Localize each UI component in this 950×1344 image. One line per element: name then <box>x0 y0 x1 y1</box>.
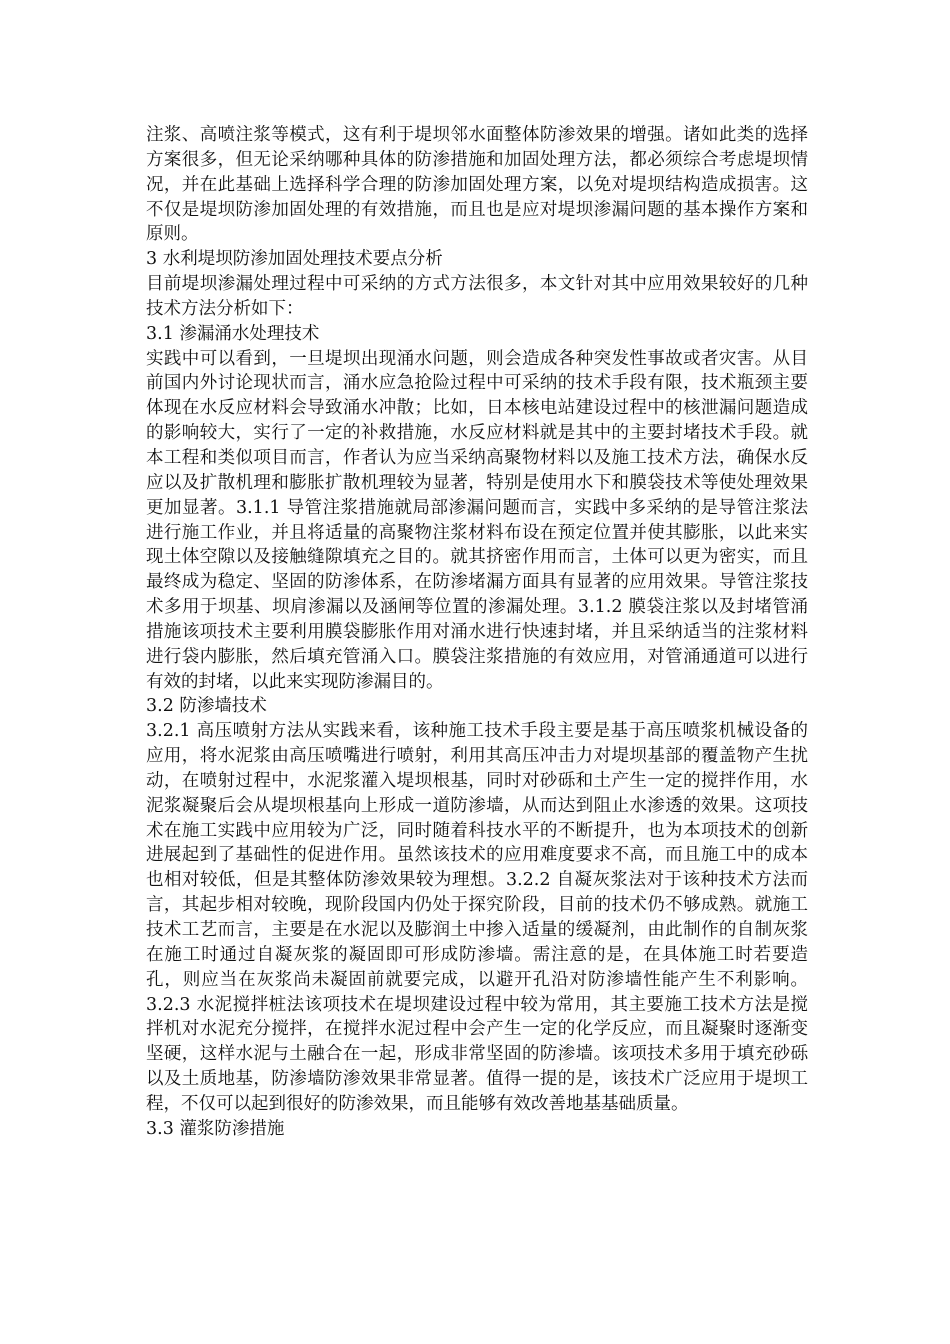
paragraph-section-3-2: 3.2.1 高压喷射方法从实践来看，该种施工技术手段主要是基于高压喷浆机械设备的应用，将水泥浆由高压喷嘴进行喷射，利用其高压冲击力对堤坝基部的覆盖物产生扰动，在喷射过程中，水泥浆灌入堤坝根基，同时对砂砾和土产生一定的搅拌作用，水泥浆凝聚后会从堤坝根基向上形成一道防渗墙，从而达到阻止水渗透的效果。这项技术在施工实践中应用较为广泛，同时随着科技水平的不断提升，也为本项技术的创新进展起到了基础性的促进作用。虽然该技术的应用难度要求不高，而且施工中的成本也相对较低，但是其整体防渗效果较为理想。3.2.2 自凝灰浆法对于该种技术方法而言，其起步相对较晚，现阶段国内仍处于探究阶段，目前的技术仍不够成熟。就施工技术工艺而言，主要是在水泥以及膨润土中掺入适量的缓凝剂，由此制作的自制灰浆在施工时通过自凝灰浆的凝固即可形成防渗墙。需注意的是，在具体施工时若要造孔，则应当在灰浆尚未凝固前就要完成，以避开孔沿对防渗墙性能产生不利影响。3.2.3 水泥搅拌桩法该项技术在堤坝建设过程中较为常用，其主要施工技术方法是搅拌机对水泥充分搅拌，在搅拌水泥过程中会产生一定的化学反应，而且凝聚时逐渐变坚硬，这样水泥与土融合在一起，形成非常坚固的防渗墙。该项技术多用于填充砂砾以及土质地基，防渗墙防渗效果非常显著。值得一提的是，该技术广泛应用于堤坝工程，不仅可以起到很好的防渗效果，而且能够有效改善地基基础质量。 <box>146 721 808 1114</box>
document-page <box>146 123 808 1142</box>
paragraph-section-3-intro: 目前堤坝渗漏处理过程中可采纳的方式方法很多，本文针对其中应用效果较好的几种技术方法分析如下： <box>146 274 808 319</box>
paragraph-section-3-1: 实践中可以看到，一旦堤坝出现涌水问题，则会造成各种突发性事故或者灾害。从目前国内外讨论现状而言，涌水应急抢险过程中可采纳的技术手段有限，技术瓶颈主要体现在水反应材料会导致涌水冲散；比如，日本核电站建设过程中的核泄漏问题造成的影响较大，实行了一定的补救措施，水反应材料就是其中的主要封堵技术手段。就本工程和类似项目而言，作者认为应当采纳高聚物材料以及施工技术方法，确保水反应以及扩散机理和膨胀扩散机理较为显著，特别是使用水下和膜袋技术等使处理效果更加显著。3.1.1 导管注浆措施就局部渗漏问题而言，实践中多采纳的是导管注浆法进行施工作业，并且将适量的高聚物注浆材料布设在预定位置并使其膨胀，以此来实现土体空隙以及接触缝隙填充之目的。就其挤密作用而言，土体可以更为密实，而且最终成为稳定、坚固的防渗体系，在防渗堵漏方面具有显著的应用效果。导管注浆技术多用于坝基、坝肩渗漏以及涵闸等位置的渗漏处理。3.1.2 膜袋注浆以及封堵管涌措施该项技术主要利用膜袋膨胀作用对涌水进行快速封堵，并且采纳适当的注浆材料进行袋内膨胀，然后填充管涌入口。膜袋注浆措施的有效应用，对管涌通道可以进行有效的封堵，以此来实现防渗漏目的。 <box>146 348 808 692</box>
section-heading-3-2: 3.2 防渗墙技术 <box>146 696 267 717</box>
section-heading-3-1: 3.1 渗漏涌水处理技术 <box>146 323 320 344</box>
section-heading-3-3: 3.3 灌浆防渗措施 <box>146 1118 285 1139</box>
section-heading-3: 3 水利堤坝防渗加固处理技术要点分析 <box>146 249 443 270</box>
paragraph-intro-continuation: 注浆、高喷注浆等模式，这有利于堤坝邻水面整体防渗效果的增强。诸如此类的选择方案很多，但无论采纳哪种具体的防渗措施和加固处理方法，都必须综合考虑堤坝情况，并在此基础上选择科学合理的防渗加固处理方案，以免对堤坝结构造成损害。这不仅是堤坝防渗加固处理的有效措施，而且也是应对堤坝渗漏问题的基本操作方案和原则。 <box>146 125 808 245</box>
